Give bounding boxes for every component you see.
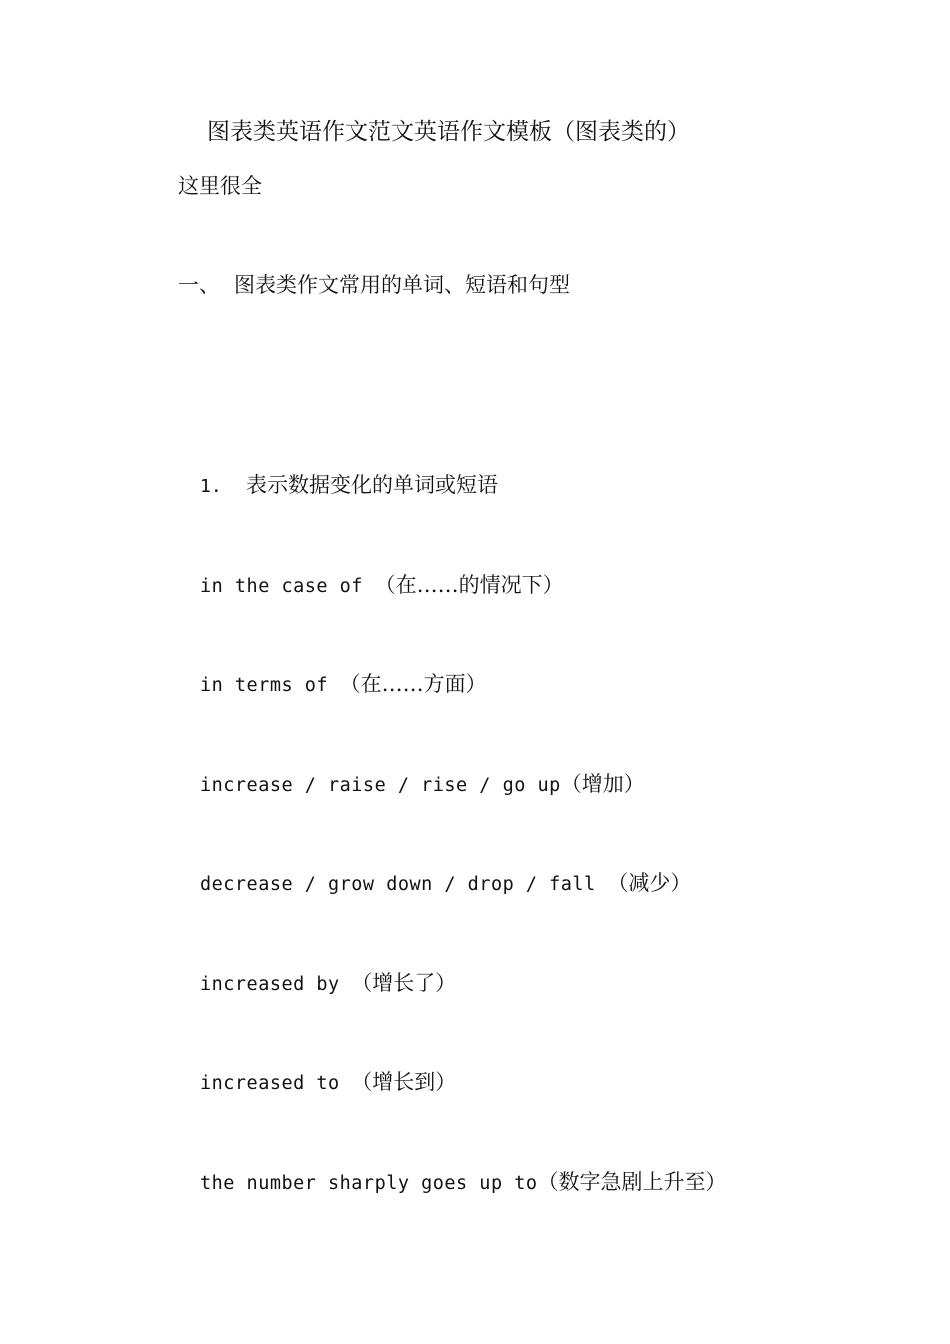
phrase-english: in the case of	[200, 576, 375, 597]
phrase-chinese: （增加）	[560, 772, 645, 796]
phrase-english: increase / raise / rise / go up	[200, 775, 561, 796]
phrase-item	[200, 570, 564, 602]
phrase-item	[200, 669, 487, 701]
section-number: 一、	[178, 273, 220, 297]
phrase-item	[200, 1067, 456, 1099]
phrase-chinese: （增长到）	[351, 1070, 457, 1094]
subsection-number: 1.	[200, 476, 222, 497]
phrase-english: the number sharply goes up to	[200, 1173, 538, 1194]
phrase-chinese: （在……的情况下）	[374, 573, 564, 597]
phrase-item	[200, 868, 691, 900]
section-heading-text: 图表类作文常用的单词、短语和句型	[234, 273, 570, 297]
phrase-english: increased to	[200, 1073, 352, 1094]
phrase-chinese: （增长了）	[351, 971, 457, 995]
phrase-chinese: （减少）	[607, 871, 692, 895]
page-title: 图表类英语作文范文英语作文模板（图表类的）	[207, 119, 690, 145]
page-subtitle: 这里很全	[178, 174, 262, 198]
subsection-heading	[200, 470, 498, 502]
section-heading	[178, 270, 570, 300]
phrase-item	[200, 769, 645, 801]
phrase-chinese: （数字急剧上升至）	[537, 1170, 727, 1194]
phrase-english: decrease / grow down / drop / fall	[200, 874, 608, 895]
subsection-heading-text: 表示数据变化的单词或短语	[246, 473, 498, 497]
phrase-chinese: （在……方面）	[339, 672, 487, 696]
phrase-item	[200, 968, 456, 1000]
phrase-english: in terms of	[200, 675, 340, 696]
phrase-item	[200, 1167, 727, 1199]
phrase-english: increased by	[200, 974, 352, 995]
